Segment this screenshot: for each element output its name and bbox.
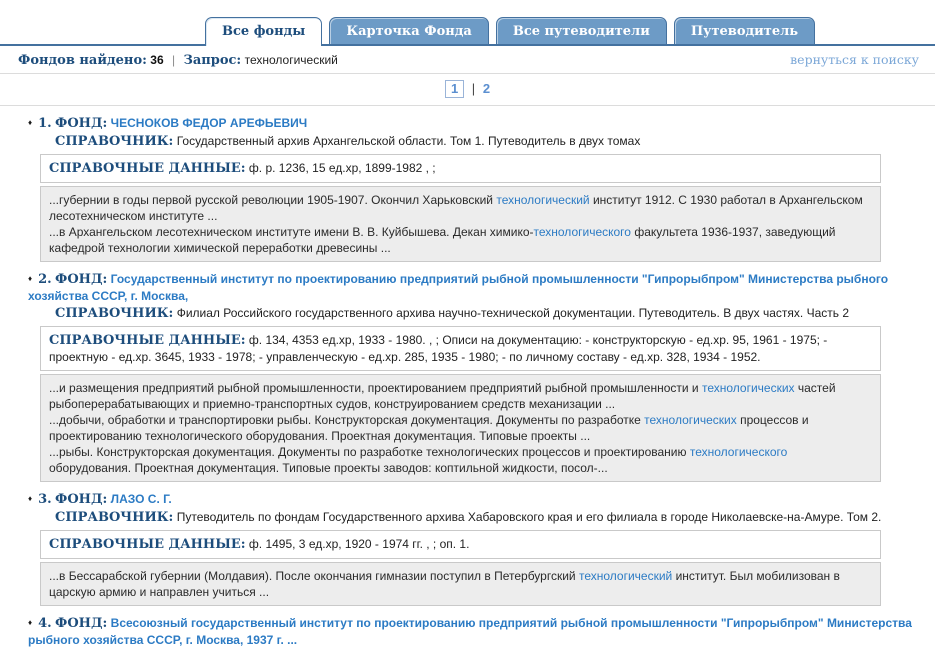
- query-highlight: технологического: [533, 225, 631, 239]
- fond-data-text: ф. 1495, 3 ед.хр, 1920 - 1974 гг. , ; оп. 1.: [248, 537, 470, 551]
- snippet-text: институт. Был мобилизован в царскую армию и направлен учиться ...: [49, 569, 840, 599]
- snippet-line: [49, 568, 872, 600]
- result-head: [0, 491, 935, 508]
- pagination: [0, 74, 935, 106]
- snippet-text: ...губернии в годы первой русской революции 1905-1907. Окончил Харьковский: [49, 193, 497, 207]
- page-current: 1: [445, 80, 464, 98]
- info-separator: |: [171, 53, 176, 67]
- spravochnik-line: [0, 133, 935, 150]
- spravochnik-text: Путеводитель по фондам Государственного архива Хабаровского края и его филиала в городе Николаевске-на-Амуре. Том 2.: [176, 510, 882, 524]
- tab-all-guides[interactable]: Все путеводители: [496, 17, 667, 44]
- spravochnik-line: [0, 509, 935, 526]
- fond-data-box: [40, 326, 881, 371]
- snippet-box: [40, 374, 881, 482]
- snippet-text: ...в Бессарабской губернии (Молдавия). После окончания гимназии поступил в Петербургский: [49, 569, 579, 583]
- snippet-text: оборудования. Проектная документация. Типовые проекты заводов: коптильной жидкости, посол-...: [49, 461, 608, 475]
- snippet-text: ...в Архангельском лесотехническом институте имени В. В. Куйбышева. Декан химико-: [49, 225, 534, 239]
- snippet-text: институт 1912. С 1930 работал в Архангельском лесотехническом институте ...: [49, 193, 863, 223]
- snippet-line: [49, 444, 872, 476]
- diamond-bullet-icon: ♦: [28, 494, 33, 503]
- found-count: 36: [150, 53, 164, 67]
- query-value: технологический: [244, 53, 338, 67]
- query-highlight: технологический: [496, 193, 590, 207]
- fond-title-link[interactable]: Государственный институт по проектированию предприятий рыбной промышленности "Гипрорыбпром" Министерства рыбного хозяйства СССР, г. Москва,: [28, 272, 889, 303]
- result-number: 1.: [38, 116, 52, 131]
- fond-data-box: [40, 530, 881, 559]
- fond-title-link[interactable]: ЛАЗО С. Г.: [110, 492, 172, 506]
- query-highlight: технологических: [644, 413, 737, 427]
- results-list: [0, 106, 935, 648]
- diamond-bullet-icon: ♦: [28, 118, 33, 127]
- snippet-text: факультета 1936-1937, заведующий кафедрой технологии химической переработки древесины ...: [49, 225, 836, 255]
- result-item: [0, 491, 935, 606]
- search-info-bar: [0, 46, 935, 74]
- tab-bar: [0, 0, 935, 46]
- spravochnik-label: СПРАВОЧНИК:: [55, 306, 174, 321]
- snippet-box: [40, 562, 881, 606]
- fond-label: ФОНД:: [55, 492, 108, 507]
- spravochnik-text: Государственный архив Архангельской области. Том 1. Путеводитель в двух томах: [176, 134, 641, 148]
- page-link-2[interactable]: 2: [482, 81, 491, 96]
- fond-data-label: СПРАВОЧНЫЕ ДАННЫЕ:: [49, 537, 246, 552]
- snippet-line: [49, 224, 872, 256]
- fond-label: ФОНД:: [55, 116, 108, 131]
- result-head: [0, 115, 935, 132]
- snippet-line: [49, 192, 872, 224]
- fond-data-box: [40, 154, 881, 183]
- snippet-box: [40, 186, 881, 262]
- query-label: Запрос:: [183, 53, 242, 68]
- snippet-line: [49, 380, 872, 412]
- search-summary: [18, 53, 338, 68]
- result-head: [0, 271, 935, 304]
- result-number: 3.: [38, 492, 52, 507]
- query-highlight: технологический: [578, 569, 673, 583]
- diamond-bullet-icon: ♦: [28, 618, 33, 627]
- fond-data-label: СПРАВОЧНЫЕ ДАННЫЕ:: [49, 333, 246, 348]
- fond-data-label: СПРАВОЧНЫЕ ДАННЫЕ:: [49, 161, 246, 176]
- tab-guide[interactable]: Путеводитель: [674, 17, 815, 44]
- query-highlight: технологических: [701, 381, 795, 395]
- found-label: Фондов найдено:: [18, 53, 147, 68]
- spravochnik-text: Филиал Российского государственного архива научно-технической документации. Путеводитель. В двух частях. Часть 2: [176, 306, 850, 320]
- snippet-text: ...добычи, обработки и транспортировки рыбы. Конструкторская документация. Документы по разработке: [49, 413, 645, 427]
- spravochnik-label: СПРАВОЧНИК:: [55, 510, 174, 525]
- query-highlight: технологического: [689, 445, 788, 459]
- fond-title-link[interactable]: ЧЕСНОКОВ ФЕДОР АРЕФЬЕВИЧ: [110, 116, 308, 130]
- page-separator: |: [471, 81, 476, 96]
- spravochnik-label: СПРАВОЧНИК:: [55, 134, 174, 149]
- fond-title-link[interactable]: Всесоюзный государственный институт по проектированию предприятий рыбной промышленности "Гипрорыбпром" Министерства рыбного хозяйства СССР, г. Москва, 1937 г. ...: [28, 616, 912, 647]
- snippet-line: [49, 412, 872, 444]
- back-to-search-link[interactable]: вернуться к поиску: [790, 52, 919, 67]
- fond-data-text: ф. 134, 4353 ед.хр, 1933 - 1980. , ; Описи на документацию: - конструкторскую - ед.хр. 95, 1961 - 1975; - проектную - ед.хр. 3645, 1933 - 1978; - управленческую - ед.хр. 285, 1935 - 1980; - по личному составу - ед.хр. 328, 1934 - 1952.: [49, 333, 828, 364]
- fond-label: ФОНД:: [55, 616, 108, 631]
- spravochnik-line: [0, 305, 935, 322]
- snippet-text: процессов и проектированию технологического оборудования. Проектная документация. Типовые проекты ...: [49, 413, 809, 443]
- result-item: [0, 615, 935, 648]
- result-number: 2.: [38, 272, 52, 287]
- result-number: 4.: [38, 616, 52, 631]
- fond-label: ФОНД:: [55, 272, 108, 287]
- result-item: [0, 271, 935, 482]
- tab-fond-card[interactable]: Карточка Фонда: [329, 17, 489, 44]
- result-item: [0, 115, 935, 262]
- snippet-text: ...рыбы. Конструкторская документация. Документы по разработке технологических процессов и проектированию: [49, 445, 690, 459]
- snippet-text: ...и размещения предприятий рыбной промышленности, проектированием предприятий рыбной промышленности и: [49, 381, 702, 395]
- fond-data-text: ф. р. 1236, 15 ед.хр, 1899-1982 , ;: [248, 161, 436, 175]
- snippet-text: частей рыбоперерабатывающих и приемно-транспортных судов, конструированием средств механизации ...: [49, 381, 836, 411]
- tab-all-fonds[interactable]: Все фонды: [205, 17, 322, 46]
- result-head: [0, 615, 935, 648]
- diamond-bullet-icon: ♦: [28, 274, 33, 283]
